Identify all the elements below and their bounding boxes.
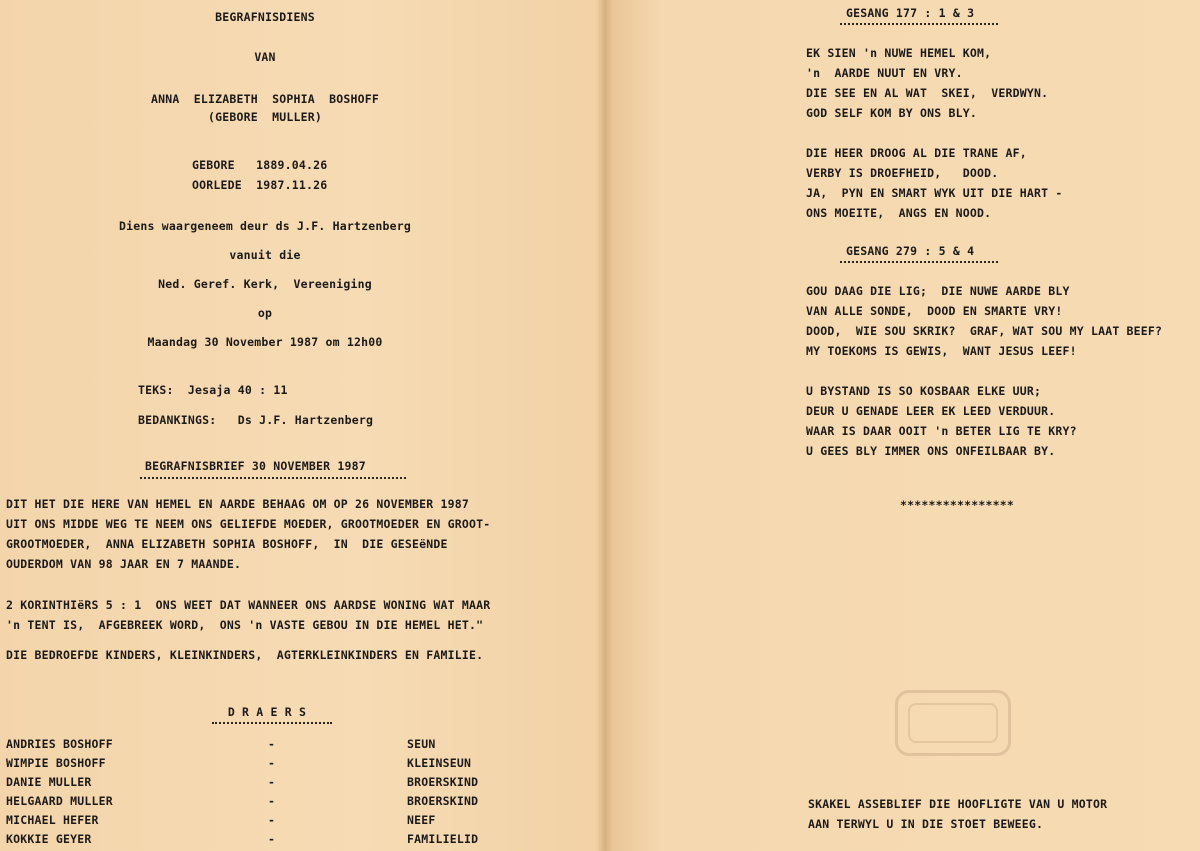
hymn1-title: GESANG 177 : 1 & 3 (846, 6, 975, 20)
paragraph-line: 2 KORINTHIëRS 5 : 1 ONS WEET DAT WANNEER ONS AARDSE WONING WAT MAAR (6, 598, 491, 612)
maiden-name: (GEBORE MULLER) (208, 110, 322, 124)
verse-line: JA, PYN EN SMART WYK UIT DIE HART - (806, 186, 1063, 200)
verse-line: MY TOEKOMS IS GEWIS, WANT JESUS LEEF! (806, 344, 1077, 358)
paragraph-line: DIT HET DIE HERE VAN HEMEL EN AARDE BEHAAG OM OP 26 NOVEMBER 1987 (6, 497, 470, 511)
bearer-relation: FAMILIELID (407, 832, 479, 846)
hymn1-title-underline (840, 23, 998, 25)
thanks-line: BEDANKINGS: Ds J.F. Hartzenberg (138, 413, 374, 427)
faded-logo-mark (895, 690, 1011, 756)
verse-line: DEUR U GENADE LEER EK LEED VERDUUR. (806, 404, 1056, 418)
bearer-name: HELGAARD MULLER (6, 794, 113, 808)
bearer-name: MICHAEL HEFER (6, 813, 99, 827)
family-line: DIE BEDROEFDE KINDERS, KLEINKINDERS, AGTERKLEINKINDERS EN FAMILIE. (6, 648, 484, 662)
verse-line: WAAR IS DAAR OOIT 'n BETER LIG TE KRY? (806, 424, 1077, 438)
star-divider: **************** (900, 498, 1014, 512)
paragraph-line: UIT ONS MIDDE WEG TE NEEM ONS GELIEFDE MOEDER, GROOTMOEDER EN GROOT- (6, 517, 491, 531)
page-fold (598, 0, 612, 851)
verse-line: EK SIEN 'n NUWE HEMEL KOM, (806, 46, 992, 60)
officiant-line: Diens waargeneem deur ds J.F. Hartzenberg (118, 219, 412, 233)
service-date: Maandag 30 November 1987 om 12h00 (147, 335, 383, 349)
bearer-name: ANDRIES BOSHOFF (6, 737, 113, 751)
paragraph-line: 'n TENT IS, AFGEBREEK WORD, ONS 'n VASTE GEBOU IN DIE HEMEL HET." (6, 618, 484, 632)
bearer-dash: - (268, 794, 276, 808)
paragraph-line: OUDERDOM VAN 98 JAAR EN 7 MAANDE. (6, 557, 242, 571)
deceased-name: ANNA ELIZABETH SOPHIA BOSHOFF (151, 92, 379, 106)
bearers-title: D R A E R S (227, 705, 307, 719)
verse-line: U GEES BLY IMMER ONS ONFEILBAAR BY. (806, 444, 1056, 458)
bearer-relation: SEUN (407, 737, 436, 751)
verse-line: VAN ALLE SONDE, DOOD EN SMARTE VRY! (806, 304, 1063, 318)
verse-line: GOU DAAG DIE LIG; DIE NUWE AARDE BLY (806, 284, 1070, 298)
bearer-name: WIMPIE BOSHOFF (6, 756, 106, 770)
bearer-dash: - (268, 756, 276, 770)
verse-line: ONS MOEITE, ANGS EN NOOD. (806, 206, 992, 220)
verse-line: DIE HEER DROOG AL DIE TRANE AF, (806, 146, 1027, 160)
bearer-dash: - (268, 832, 276, 846)
bearers-title-underline (212, 722, 332, 724)
van-label: VAN (254, 50, 276, 64)
bearer-relation: BROERSKIND (407, 794, 479, 808)
verse-line: 'n AARDE NUUT EN VRY. (806, 66, 963, 80)
closing-line: AAN TERWYL U IN DIE STOET BEWEEG. (808, 817, 1044, 831)
service-heading: BEGRAFNISDIENS (215, 10, 315, 24)
bearer-name: KOKKIE GEYER (6, 832, 92, 846)
faded-watermark (740, 570, 1180, 588)
verse-line: GOD SELF KOM BY ONS BLY. (806, 106, 977, 120)
hymn2-title: GESANG 279 : 5 & 4 (846, 244, 975, 258)
bearer-relation: BROERSKIND (407, 775, 479, 789)
hymn2-title-underline (840, 261, 998, 263)
paragraph-line: GROOTMOEDER, ANNA ELIZABETH SOPHIA BOSHOFF, IN DIE GESEëNDE (6, 537, 448, 551)
birth-date: GEBORE 1889.04.26 (192, 158, 328, 172)
from-line: vanuit die (229, 248, 301, 262)
death-date: OORLEDE 1987.11.26 (192, 178, 328, 192)
bearer-relation: NEEF (407, 813, 436, 827)
verse-line: DOOD, WIE SOU SKRIK? GRAF, WAT SOU MY LAAT BEEF? (806, 324, 1163, 338)
scripture-text: TEKS: Jesaja 40 : 11 (138, 383, 288, 397)
bearer-dash: - (268, 775, 276, 789)
church-line: Ned. Geref. Kerk, Vereeniging (158, 277, 372, 291)
letter-title-underline (140, 477, 406, 479)
bearer-dash: - (268, 737, 276, 751)
bearer-name: DANIE MULLER (6, 775, 92, 789)
verse-line: U BYSTAND IS SO KOSBAAR ELKE UUR; (806, 384, 1042, 398)
bearer-relation: KLEINSEUN (407, 756, 472, 770)
letter-title: BEGRAFNISBRIEF 30 NOVEMBER 1987 (145, 459, 366, 473)
bearer-dash: - (268, 813, 276, 827)
verse-line: VERBY IS DROEFHEID, DOOD. (806, 166, 999, 180)
on-line: op (257, 306, 273, 320)
verse-line: DIE SEE EN AL WAT SKEI, VERDWYN. (806, 86, 1049, 100)
closing-line: SKAKEL ASSEBLIEF DIE HOOFLIGTE VAN U MOTOR (808, 797, 1108, 811)
